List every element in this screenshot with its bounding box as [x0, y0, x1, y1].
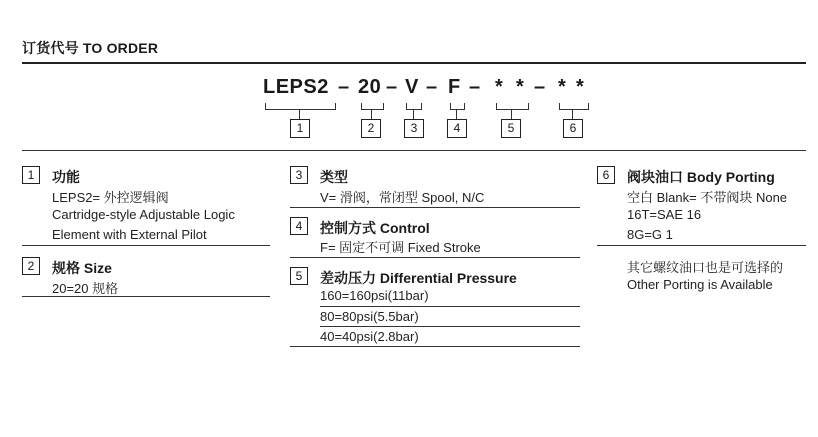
section-5-line: 160=160psi(11bar) [320, 288, 429, 303]
code-dash: – [338, 76, 350, 98]
section-5-line: 40=40psi(2.8bar) [320, 329, 419, 344]
page-title: 订货代号 TO ORDER [22, 40, 159, 56]
code-part-size: 20 [358, 76, 382, 98]
section-6-title: 阀块油口 Body Porting [627, 169, 775, 185]
code-dash: – [469, 76, 481, 98]
bracket-1 [265, 103, 336, 110]
section-4-title: 控制方式 Control [320, 220, 430, 236]
header-rule [22, 62, 806, 64]
section-3-rule [290, 207, 580, 208]
section-5-subrule [320, 306, 580, 307]
porting-note: Other Porting is Available [627, 277, 773, 292]
code-part-control: F [448, 76, 461, 98]
stem-1 [299, 109, 300, 119]
section-1-number: 1 [22, 166, 40, 184]
section-5-rule [290, 346, 580, 347]
code-part-porting-2: * [576, 76, 585, 98]
section-6-line: 16T=SAE 16 [627, 207, 702, 222]
section-3-number: 3 [290, 166, 308, 184]
bracket-5 [496, 103, 529, 110]
section-1-line: LEPS2= 外控逻辑阀 [52, 190, 169, 205]
section-2-title: 规格 Size [52, 260, 112, 276]
bracket-4 [450, 103, 465, 110]
code-box-4: 4 [447, 119, 467, 138]
code-box-2: 2 [361, 119, 381, 138]
code-part-pressure-2: * [516, 76, 525, 98]
stem-3 [413, 109, 414, 119]
code-dash: – [534, 76, 546, 98]
bracket-6 [559, 103, 589, 110]
code-dash: – [386, 76, 398, 98]
bracket-2 [361, 103, 384, 110]
stem-2 [371, 109, 372, 119]
section-1-title: 功能 [52, 169, 80, 185]
sections-rule [22, 150, 806, 151]
code-part-leps2: LEPS2 [263, 76, 329, 98]
section-1-rule [22, 245, 270, 246]
section-2-rule [22, 296, 270, 297]
section-2-line: 20=20 规格 [52, 281, 119, 296]
stem-6 [572, 109, 573, 119]
stem-5 [511, 109, 512, 119]
section-1-line: Cartridge-style Adjustable Logic [52, 207, 235, 222]
section-5-title: 差动压力 Differential Pressure [320, 270, 517, 286]
section-6-number: 6 [597, 166, 615, 184]
code-dash: – [426, 76, 438, 98]
section-4-number: 4 [290, 217, 308, 235]
code-box-6: 6 [563, 119, 583, 138]
code-part-pressure-1: * [495, 76, 504, 98]
code-box-5: 5 [501, 119, 521, 138]
porting-note: 其它螺纹油口也是可选择的 [627, 260, 784, 275]
section-6-line: 空白 Blank= 不带阀块 None [627, 190, 788, 205]
section-1-line: Element with External Pilot [52, 227, 207, 242]
section-2-number: 2 [22, 257, 40, 275]
section-3-title: 类型 [320, 169, 348, 185]
section-5-subrule [320, 326, 580, 327]
section-4-line: F= 固定不可调 Fixed Stroke [320, 240, 481, 255]
section-6-line: 8G=G 1 [627, 227, 673, 242]
code-box-1: 1 [290, 119, 310, 138]
code-box-3: 3 [404, 119, 424, 138]
section-5-line: 80=80psi(5.5bar) [320, 309, 419, 324]
section-4-rule [290, 257, 580, 258]
stem-4 [456, 109, 457, 119]
section-6-rule [597, 245, 806, 246]
bracket-3 [406, 103, 422, 110]
section-3-line: V= 滑阀，常闭型 Spool, N/C [320, 190, 485, 205]
code-part-type: V [405, 76, 419, 98]
code-part-porting-1: * [558, 76, 567, 98]
section-5-number: 5 [290, 267, 308, 285]
